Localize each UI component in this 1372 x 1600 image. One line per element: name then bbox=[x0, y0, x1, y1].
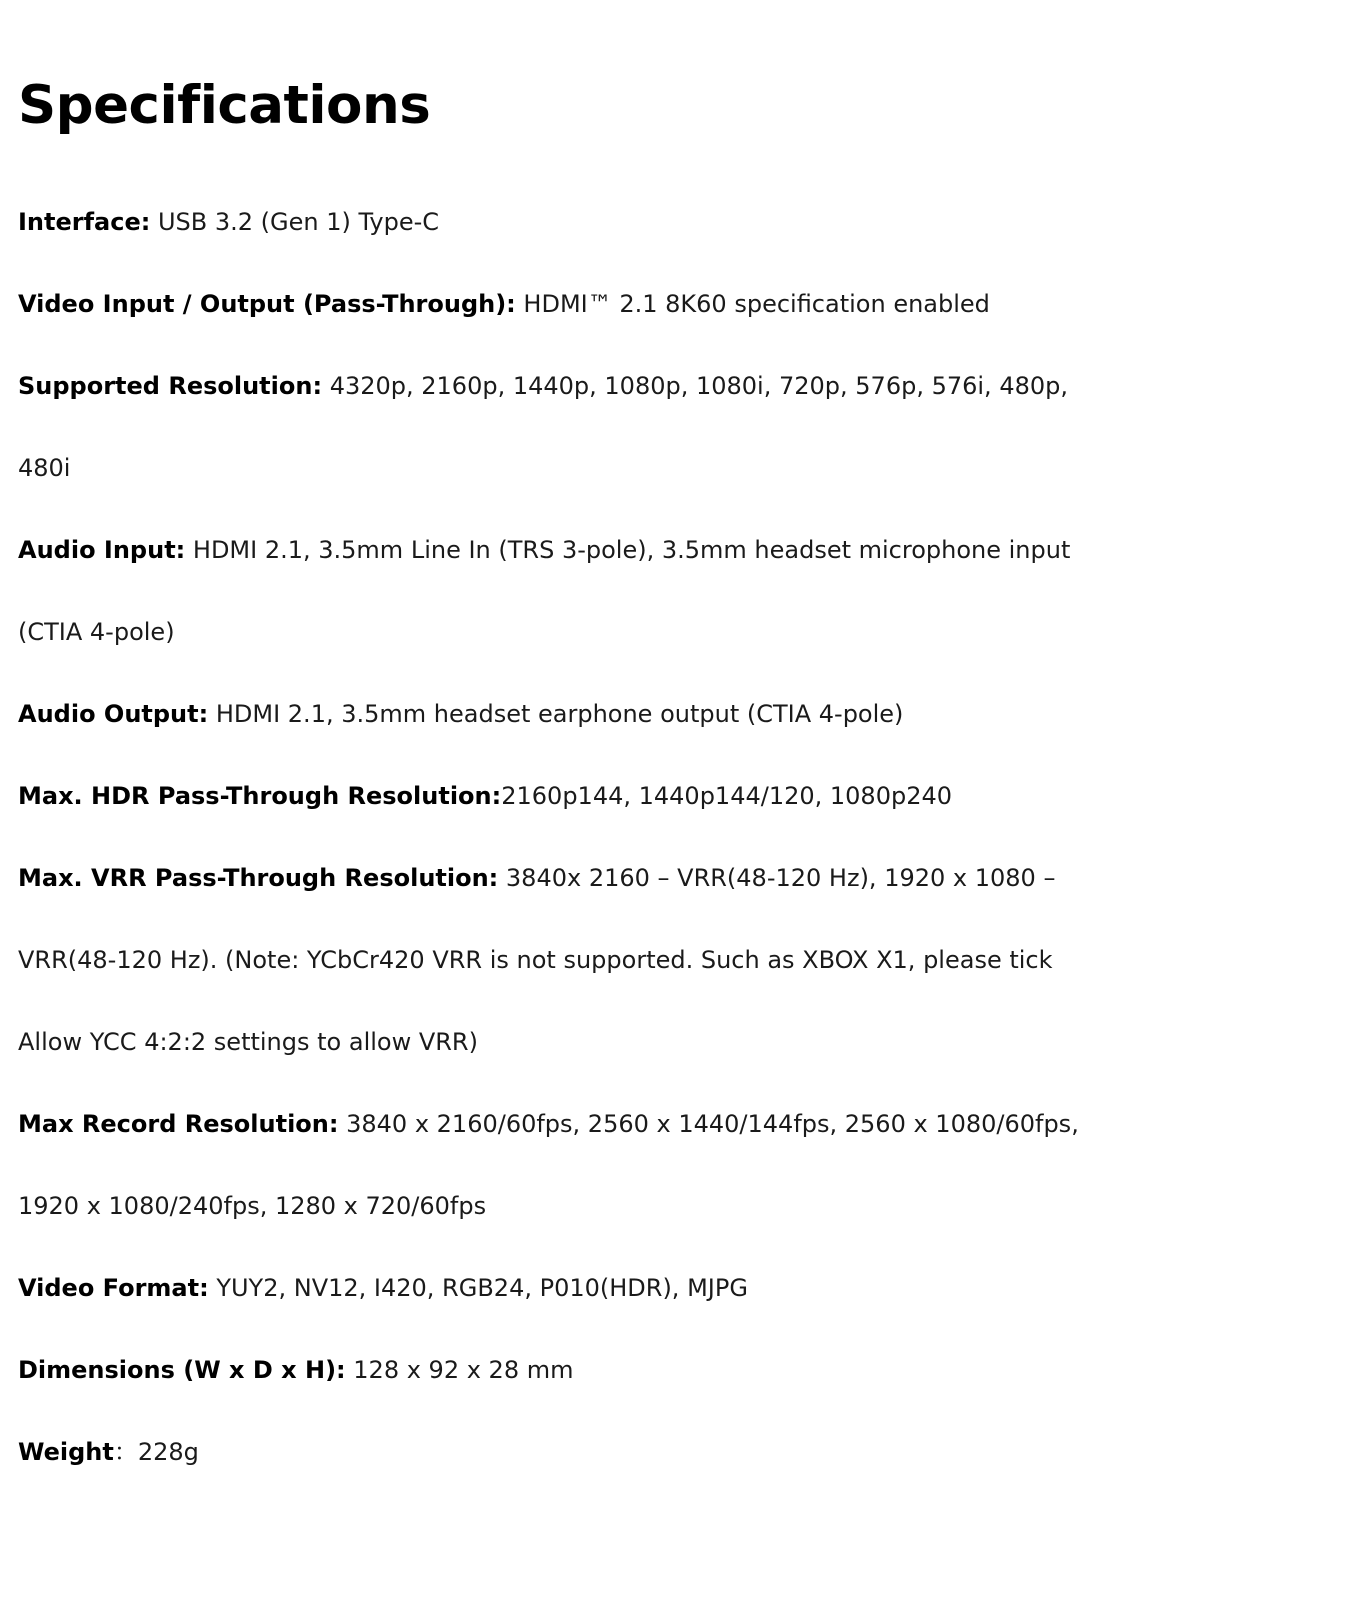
spec-value: 3840x 2160 – VRR(48-120 Hz), 1920 x 1080 – bbox=[498, 864, 1056, 892]
spec-supported-resolution-cont bbox=[18, 427, 1128, 509]
spec-value: YUY2, NV12, I420, RGB24, P010(HDR), MJPG bbox=[208, 1274, 748, 1302]
spec-label: Video Format: bbox=[18, 1274, 209, 1302]
spec-label: Max. VRR Pass-Through Resolution: bbox=[18, 864, 499, 892]
spec-video-format bbox=[18, 1247, 1128, 1329]
spec-label: Max. HDR Pass-Through Resolution: bbox=[18, 782, 502, 810]
spec-dimensions bbox=[18, 1329, 1128, 1411]
spec-value: 480i bbox=[18, 454, 71, 482]
spec-value: 3840 x 2160/60fps, 2560 x 1440/144fps, 2560 x 1080/60fps, bbox=[338, 1110, 1079, 1138]
spec-list bbox=[18, 181, 1128, 1493]
spec-max-record-resolution bbox=[18, 1083, 1128, 1165]
spec-label: Audio Output: bbox=[18, 700, 209, 728]
spec-label: Max Record Resolution: bbox=[18, 1110, 339, 1138]
spec-vrr-pass-through-cont bbox=[18, 1001, 1128, 1083]
spec-audio-output bbox=[18, 673, 1128, 755]
spec-value: USB 3.2 (Gen 1) Type-C bbox=[150, 208, 440, 236]
spec-label: Dimensions (W x D x H): bbox=[18, 1356, 346, 1384]
spec-value: ：228g bbox=[113, 1438, 199, 1466]
spec-vrr-pass-through bbox=[18, 837, 1128, 919]
spec-value: 1920 x 1080/240fps, 1280 x 720/60fps bbox=[18, 1192, 487, 1220]
spec-weight bbox=[18, 1411, 1128, 1493]
spec-value: Allow YCC 4:2:2 settings to allow VRR) bbox=[18, 1028, 478, 1056]
spec-value: VRR(48-120 Hz). (Note: YCbCr420 VRR is not supported. Such as XBOX X1, please tick bbox=[18, 946, 1053, 974]
spec-max-record-resolution-cont bbox=[18, 1165, 1128, 1247]
spec-value: 2160p144, 1440p144/120, 1080p240 bbox=[501, 782, 953, 810]
spec-value: (CTIA 4-pole) bbox=[18, 618, 175, 646]
spec-value: 128 x 92 x 28 mm bbox=[345, 1356, 574, 1384]
spec-label: Interface: bbox=[18, 208, 151, 236]
spec-vrr-pass-through-cont bbox=[18, 919, 1128, 1001]
spec-value: 4320p, 2160p, 1440p, 1080p, 1080i, 720p, 576p, 576i, 480p, bbox=[322, 372, 1068, 400]
spec-supported-resolution bbox=[18, 345, 1128, 427]
spec-interface bbox=[18, 181, 1128, 263]
spec-label: Audio Input: bbox=[18, 536, 186, 564]
spec-label: Supported Resolution: bbox=[18, 372, 323, 400]
page-title: Specifications bbox=[18, 75, 431, 136]
spec-audio-input bbox=[18, 509, 1128, 591]
spec-label: Weight bbox=[18, 1438, 114, 1466]
spec-value: HDMI 2.1, 3.5mm headset earphone output (CTIA 4-pole) bbox=[208, 700, 904, 728]
spec-value: HDMI™ 2.1 8K60 specification enabled bbox=[515, 290, 990, 318]
spec-audio-input-cont bbox=[18, 591, 1128, 673]
spec-video-io bbox=[18, 263, 1128, 345]
spec-label: Video Input / Output (Pass-Through): bbox=[18, 290, 516, 318]
spec-hdr-pass-through bbox=[18, 755, 1128, 837]
spec-value: HDMI 2.1, 3.5mm Line In (TRS 3-pole), 3.5mm headset microphone input bbox=[185, 536, 1071, 564]
